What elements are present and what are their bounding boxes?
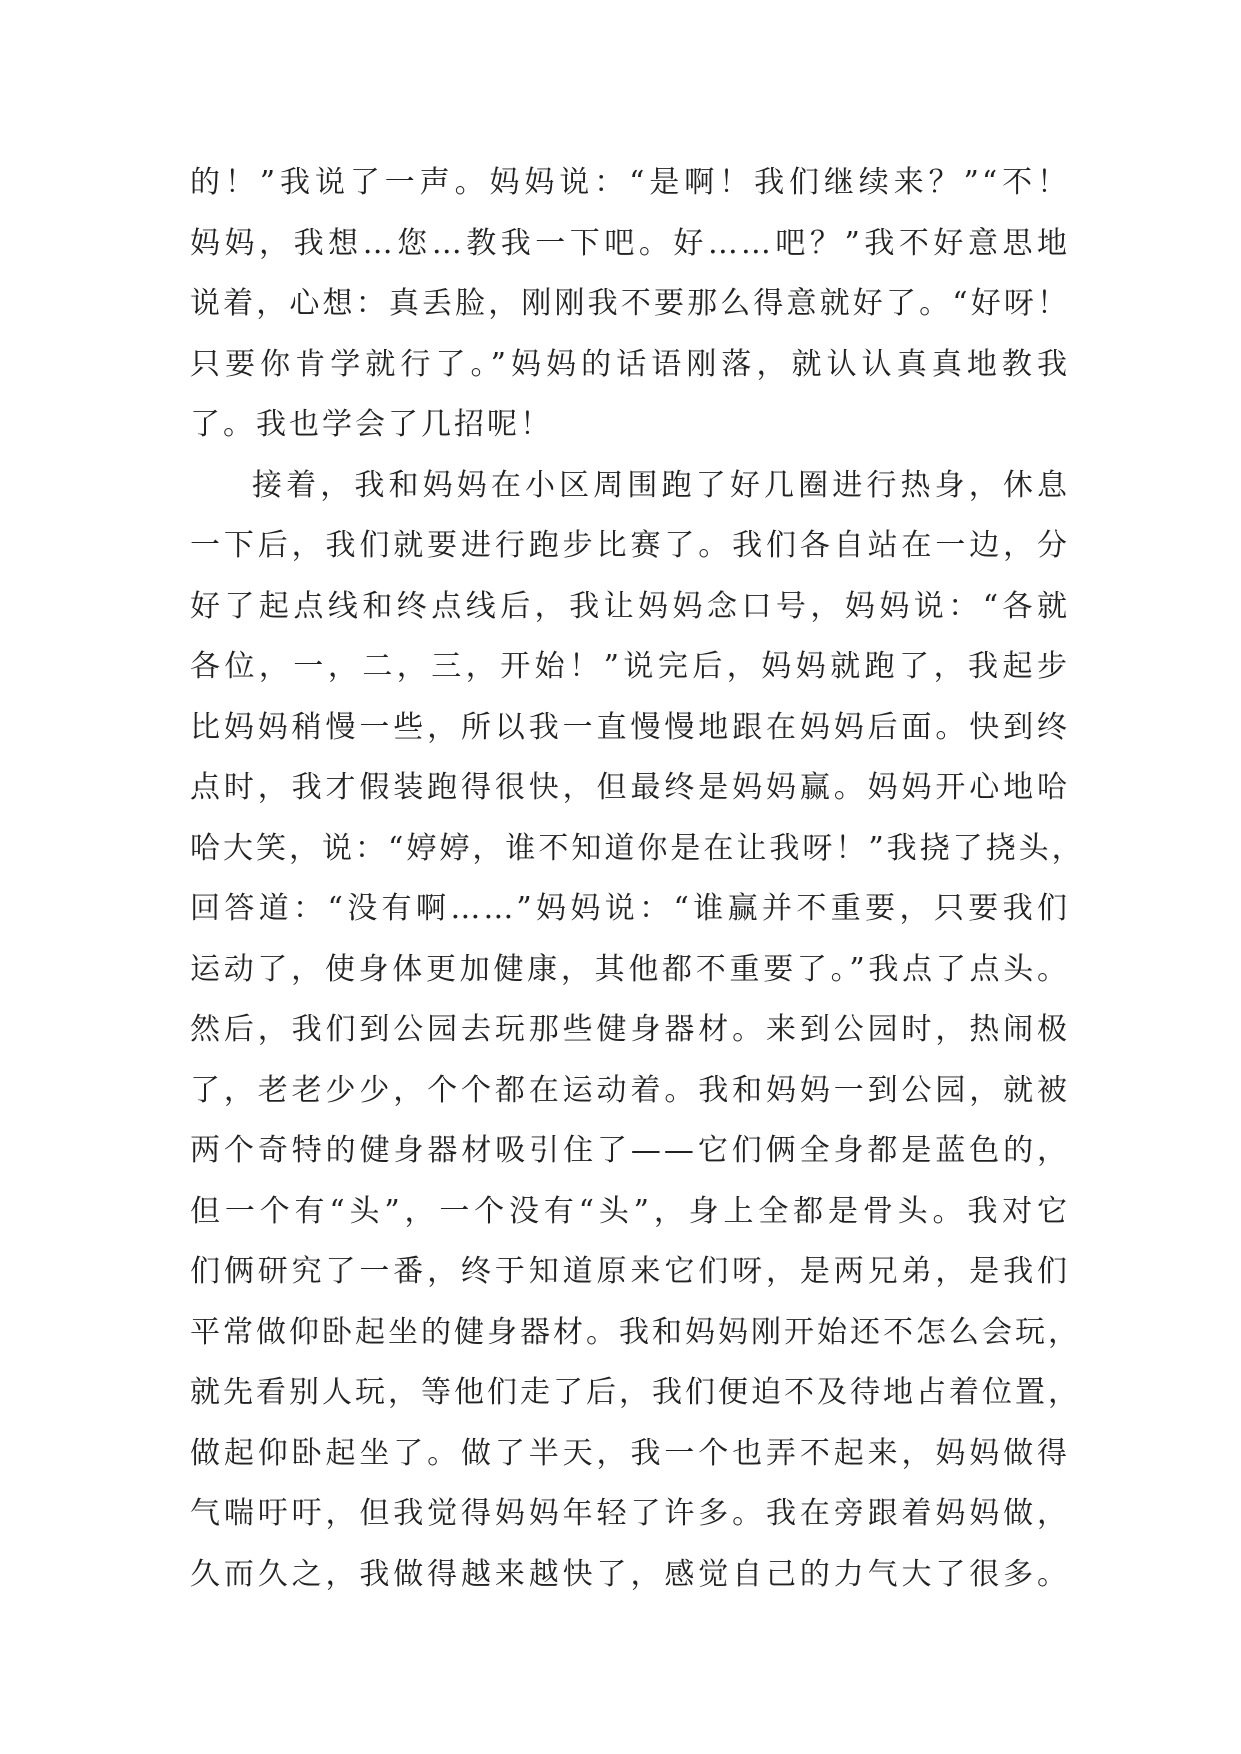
text-line: 做起仰卧起坐了。做了半天，我一个也弄不起来，妈妈做得 [190, 1435, 1070, 1471]
text-line: 哈大笑，说：“婷婷，谁不知道你是在让我呀！”我挠了挠头， [190, 830, 1085, 866]
text-line: 运动了，使身体更加健康，其他都不重要了。”我点了点头。 [190, 951, 1070, 987]
text-line: 回答道：“没有啊……”妈妈说：“谁赢并不重要，只要我们 [190, 891, 1070, 926]
text-line: 们俩研究了一番，终于知道原来它们呀，是两兄弟，是我们 [190, 1254, 1070, 1289]
text-line: 各位，一，二，三，开始！”说完后，妈妈就跑了，我起步 [190, 649, 1070, 684]
text-line: 两个奇特的健身器材吸引住了——它们俩全身都是蓝色的， [190, 1133, 1070, 1168]
text-line: 比妈妈稍慢一些，所以我一直慢慢地跟在妈妈后面。快到终 [190, 709, 1070, 745]
text-line: 的！”我说了一声。妈妈说：“是啊！我们继续来？”“不！ [190, 165, 1070, 200]
text-line: 久而久之，我做得越来越快了，感觉自己的力气大了很多。 [190, 1556, 1070, 1592]
paragraph-2 [190, 456, 1085, 1606]
text-line: 接着，我和妈妈在小区周围跑了好几圈进行热身，休息 [252, 467, 1070, 503]
text-line: 说着，心想：真丢脸，刚刚我不要那么得意就好了。“好呀！ [190, 286, 1070, 321]
paragraph-1 [190, 153, 1070, 456]
text-line: 平常做仰卧起坐的健身器材。我和妈妈刚开始还不怎么会玩， [190, 1314, 1081, 1350]
text-line: 好了起点线和终点线后，我让妈妈念口号，妈妈说：“各就 [190, 588, 1070, 624]
text-line: 妈妈，我想…您…教我一下吧。好……吧？”我不好意思地 [190, 225, 1070, 261]
text-line: 就先看别人玩，等他们走了后，我们便迫不及待地占着位置， [190, 1375, 1081, 1410]
text-line: 气喘吁吁，但我觉得妈妈年轻了许多。我在旁跟着妈妈做， [190, 1496, 1070, 1531]
text-line: 点时，我才假装跑得很快，但最终是妈妈赢。妈妈开心地哈 [190, 770, 1070, 805]
text-line: 然后，我们到公园去玩那些健身器材。来到公园时，热闹极 [190, 1012, 1070, 1047]
text-line: 但一个有“头”，一个没有“头”，身上全都是骨头。我对它 [190, 1193, 1070, 1229]
text-line: 了。我也学会了几招呢！ [190, 407, 553, 442]
document-page [190, 153, 1085, 1605]
text-line: 一下后，我们就要进行跑步比赛了。我们各自站在一边，分 [190, 528, 1070, 563]
text-line: 了，老老少少，个个都在运动着。我和妈妈一到公园，就被 [190, 1072, 1070, 1108]
text-line: 只要你肯学就行了。”妈妈的话语刚落，就认认真真地教我 [190, 346, 1070, 382]
